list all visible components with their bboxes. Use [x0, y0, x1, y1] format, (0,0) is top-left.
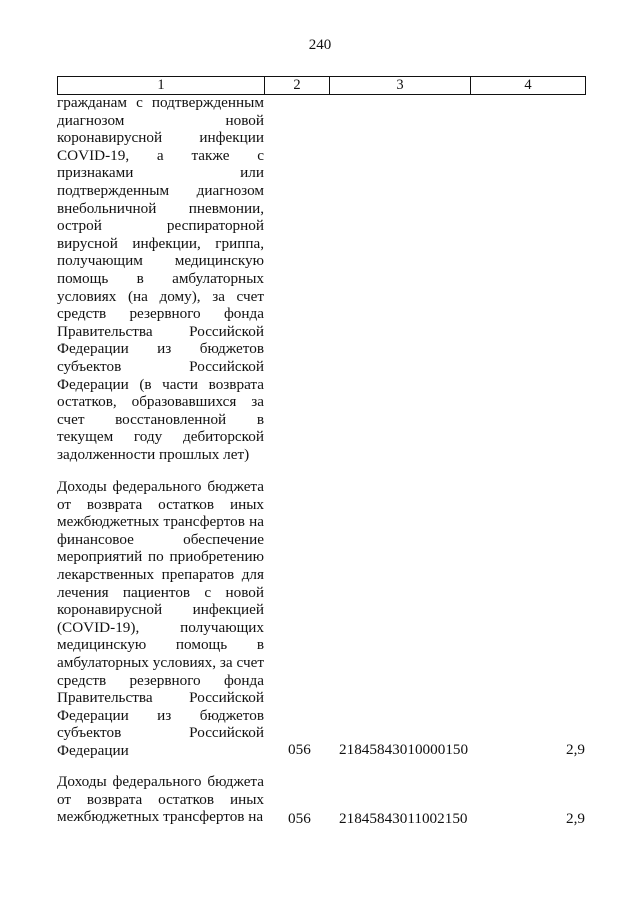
page-number: 240	[308, 37, 332, 53]
row-1-description: гражданам с подтвержденным диагнозом новой коронавирусной инфекции COVID-19, а также с признаками или подтвержденным диагнозом внебольничной пневмонии, острой респираторной вирусной инфекции, гриппа, получающим медицинскую помощь в амбулаторных условиях (на дому), за счет средств резервного фонда Правительства Российской Федерации из бюджетов субъектов Российской Федерации (в части возврата остатков, образовавшихся за счет восстановленной в текущем году дебиторской задолженности прошлых лет)	[57, 94, 264, 463]
table-header	[57, 76, 586, 95]
row-3-description: Доходы федерального бюджета от возврата остатков иных межбюджетных трансфертов на	[57, 773, 264, 826]
row-2-admin-code: 056	[288, 741, 311, 758]
column-header-2: 2	[265, 77, 330, 95]
row-3-kbk: 21845843011002150	[339, 810, 468, 827]
column-header-3: 3	[330, 77, 471, 95]
row-2-amount: 2,9	[566, 741, 585, 758]
row-3-amount: 2,9	[566, 810, 585, 827]
row-3-admin-code: 056	[288, 810, 311, 827]
row-2-kbk: 21845843010000150	[339, 741, 469, 758]
row-2-description: Доходы федерального бюджета от возврата остатков иных межбюджетных трансфертов на финансовое обеспечение мероприятий по приобретению лекарственных препаратов для лечения пациентов с новой коронавирусной инфекцией (COVID-19), получающих медицинскую помощь в амбулаторных условиях, за счет средств резервного фонда Правительства Российской Федерации из бюджетов субъектов Российской Федерации	[57, 478, 264, 759]
column-header-4: 4	[471, 77, 586, 95]
column-header-1: 1	[58, 77, 265, 95]
